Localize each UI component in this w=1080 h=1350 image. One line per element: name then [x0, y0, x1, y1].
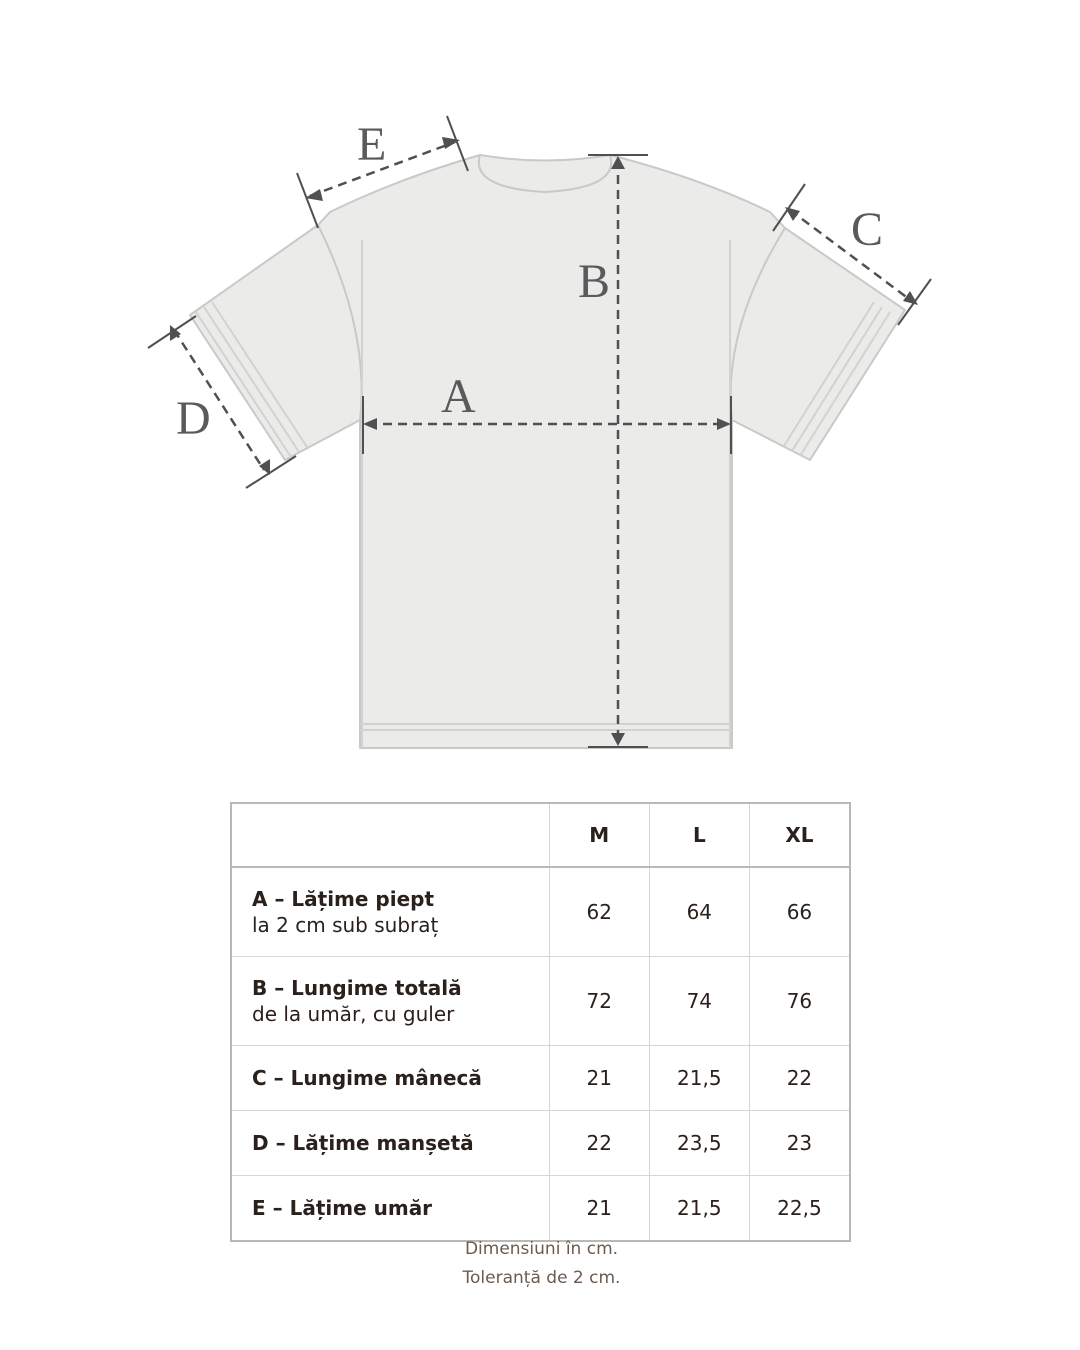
header-size-xl: XL	[749, 803, 850, 867]
value-l: 64	[649, 867, 749, 957]
table-row-c	[231, 1046, 850, 1111]
row-label	[231, 957, 549, 1046]
row-label	[231, 1046, 549, 1111]
row-title: C – Lungime mânecă	[252, 1066, 482, 1090]
header-size-l: L	[649, 803, 749, 867]
table-header-row	[231, 803, 850, 867]
value-m: 21	[549, 1046, 649, 1111]
value-m: 72	[549, 957, 649, 1046]
value-xl: 22,5	[749, 1176, 850, 1242]
row-title: E – Lățime umăr	[252, 1196, 433, 1220]
row-label	[231, 1111, 549, 1176]
value-xl: 22	[749, 1046, 850, 1111]
tshirt-outline	[190, 155, 905, 748]
value-l: 74	[649, 957, 749, 1046]
size-chart-table	[230, 802, 851, 1242]
label-e: E	[357, 118, 387, 171]
value-xl: 76	[749, 957, 850, 1046]
header-size-m: M	[549, 803, 649, 867]
value-l: 21,5	[649, 1046, 749, 1111]
header-empty-cell	[231, 803, 549, 867]
table-row-e	[231, 1176, 850, 1242]
value-xl: 66	[749, 867, 850, 957]
value-xl: 23	[749, 1111, 850, 1176]
tolerance-note: Toleranță de 2 cm.	[462, 1268, 621, 1288]
row-subtitle: de la umăr, cu guler	[252, 1002, 455, 1026]
row-title: A – Lățime piept	[252, 887, 435, 911]
value-l: 21,5	[649, 1176, 749, 1242]
row-label	[231, 1176, 549, 1242]
table-row-b	[231, 957, 850, 1046]
value-m: 22	[549, 1111, 649, 1176]
value-l: 23,5	[649, 1111, 749, 1176]
units-note: Dimensiuni în cm.	[464, 1239, 619, 1259]
row-title: B – Lungime totală	[252, 976, 462, 1000]
row-title: D – Lățime manșetă	[252, 1131, 474, 1155]
table-row-d	[231, 1111, 850, 1176]
label-d: D	[176, 392, 211, 445]
value-m: 21	[549, 1176, 649, 1242]
row-subtitle: la 2 cm sub subraț	[252, 913, 439, 937]
value-m: 62	[549, 867, 649, 957]
label-c: C	[851, 203, 884, 256]
table-row-a	[231, 867, 850, 957]
label-a: A	[441, 370, 476, 423]
row-label	[231, 867, 549, 957]
label-b: B	[578, 255, 611, 308]
